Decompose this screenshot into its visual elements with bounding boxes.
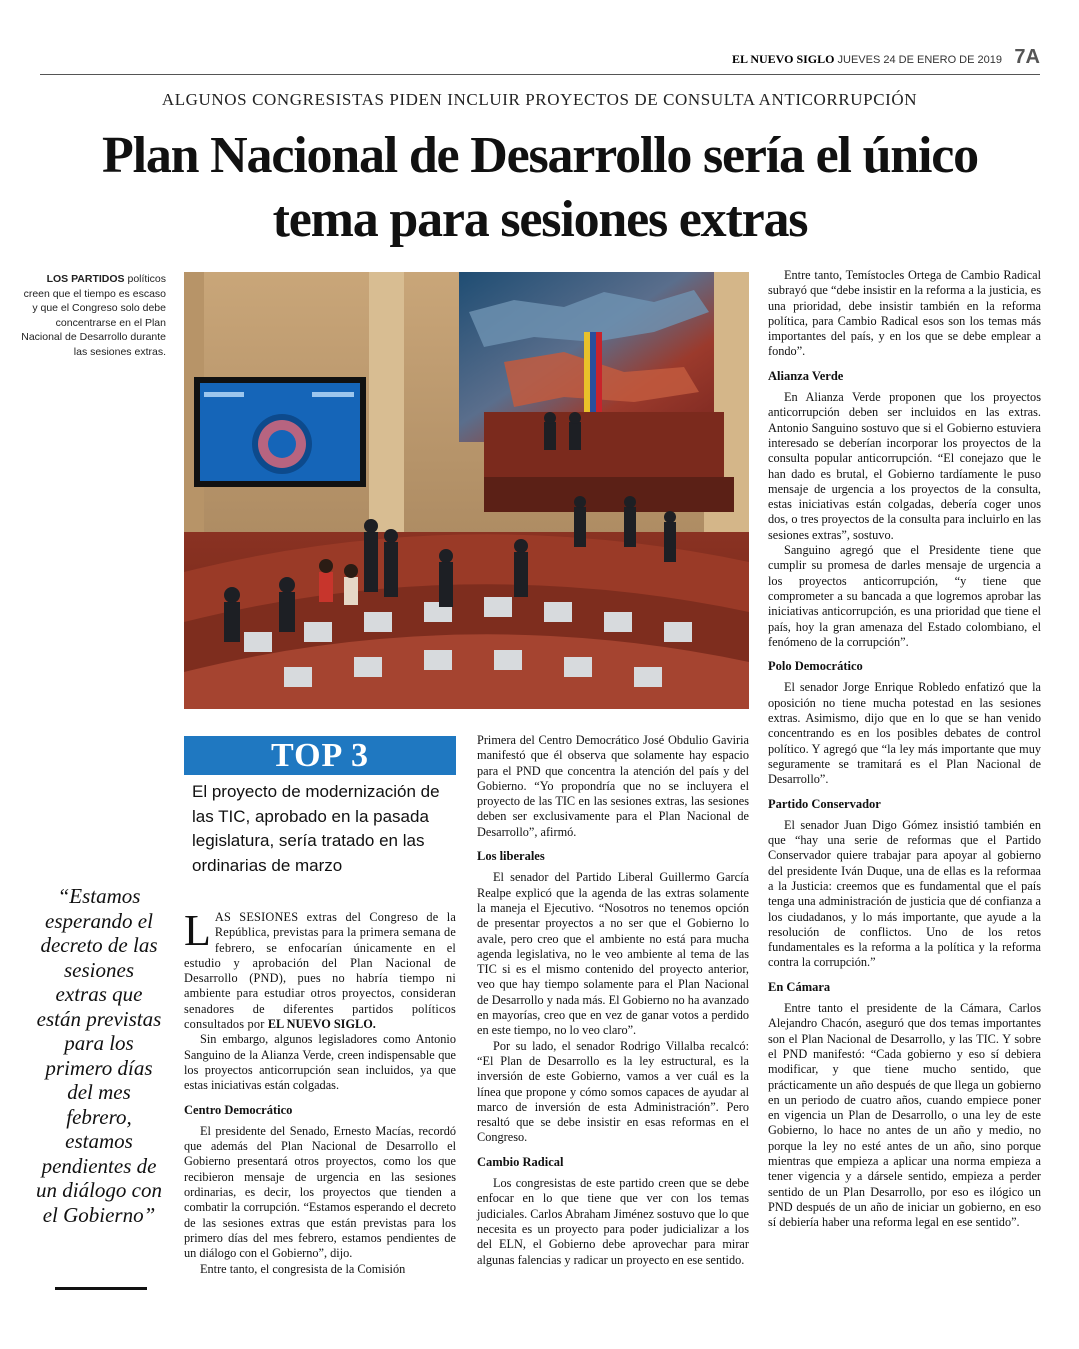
headline-line-1: Plan Nacional de Desarrollo sería el único (102, 127, 978, 184)
paragraph: Entre tanto el presidente de la Cámara, Carlos Alejandro Chacón, aseguró que dos temas importantes son el Plan Nacional de Desarrollo, y las TIC. Y sobre el PND manifestó: “Cada gobierno y eso sí debiera modificar, y que tiene mucho sentido, que prácticamente un año después de que llega un gobierno en un periodo de cuatro años, cuando empiece poner en vigencia un Plan de Desarrollo, o una ley de este Gobierno, lo hace no antes de un año y medio, no porque la ley no esté antes de un año, sino porque mientras que empieza a aplicar una norma empieza a tener vigencia y a dársele sentido, empieza a perder sentido de un Plan Desarrollo, por eso es ilógico un PND después de un año de iniciar un gobierno, en eso sí debiería haber una reforma legal en ese sentido”. (768, 1001, 1041, 1230)
paragraph: El senador Juan Digo Gómez insistió también en que “hay una serie de reformas que el Partido Conservador quiere trabajar para apoyar al gobierno del presidente Iván Duque, una de ellas es la reformaa a la Justicia: creemos que es fundamental que el país tenga una administración de justicia que dé confianza a los ciudadanos, y lo más importante, que ayude a la resolución de conflictos. Uno de los retos fundamentales es la reforma a la política y la reforma contra la corrupción.” (768, 817, 1041, 970)
caption-text: políticos creen que el tiempo es escaso y que el Congreso solo debe concentrarse en el Plan Nacional de Desarrollo durante las sesiones extras. (21, 273, 166, 358)
paragraph: El senador Jorge Enrique Robledo enfatizó que la oposición no tiene mucha potestad en las sesiones extras. Asimismo, dijo que en lo que se han venido concentrando es en los posibles debates de control político. Y agregó que “la ley más importante que muy seguramente se tramitará es el Plan Nacional de Desarrollo”. (768, 680, 1041, 787)
subhead-partido-conservador: Partido Conservador (768, 796, 881, 811)
photo-illustration (184, 272, 749, 709)
paragraph: Sin embargo, algunos legisladores como Antonio Sanguino de la Alianza Verde, creen indispensable que los proyectos anticorrupción sean incluidos, ya que estas iniciativas están colgadas. (184, 1032, 456, 1093)
paragraph: En Alianza Verde proponen que los proyectos anticorrupción deben ser incluidos en las extras. Antonio Sanguino sostuvo que si el Gobierno estuviera interesado se deberían incorporar los proyectos de la consulta popular anticorrupción. “El conejazo que le han dado es brutal, el Gobierno tardíamente le puso mensaje de urgencia a los proyectos de la consulta, estas iniciativas están colgadas, debería coger unos dos, o tres proyectos de la consulta para incluirlo en las sesiones extras”, sostuvo. (768, 390, 1041, 542)
header-meta (732, 52, 1002, 67)
headline-line-2: tema para sesiones extras (272, 191, 808, 248)
paragraph: Por su lado, el senador Rodrigo Villalba recalcó: “El Plan de Desarrollo es la ley estructural, es la inversión de este Gobierno, vamos a ver cuál es la línea que propone y cómo somos capaces de ayudar al marco de inversión de esta Administración”. Pero resaltó que se debe insistir en esas reformas en el Congreso. (477, 1038, 749, 1145)
subhead-alianza-verde: Alianza Verde (768, 368, 844, 383)
top3-label: TOP 3 (271, 737, 369, 774)
article-column-1 (184, 906, 456, 1277)
paragraph: El presidente del Senado, Ernesto Macías, recordó que además del Plan Nacional de Desarrollo el Gobierno presentará otros proyectos, como los que recibieron mensaje de urgencia en las sesiones ordinarias, es decir, los proyectos que tienden a combatir la corrupción. “Estamos esperando el decreto de las sesiones extras que están previstas para los primero días del mes febrero, estamos pendientes de un diálogo con el Gobierno”, dijo. (184, 1123, 456, 1261)
drop-cap: L (184, 906, 211, 955)
congress-chamber-photo (184, 272, 749, 709)
paragraph: Entre tanto, el congresista de la Comisión (200, 1261, 406, 1276)
top3-text: El proyecto de modernización de las TIC, aprobado en la pasada legislatura, sería tratado en las ordinarias de marzo (192, 782, 440, 875)
article-column-3 (768, 268, 1041, 1231)
publication-date: JUEVES 24 DE ENERO DE 2019 (837, 54, 1002, 66)
article-column-2 (477, 733, 749, 1268)
kicker: ALGUNOS CONGRESISTAS PIDEN INCLUIR PROYECTOS DE CONSULTA ANTICORRUPCIÓN (161, 90, 918, 109)
lead-text: AS SESIONES extras del Congreso de la República, previstas para la primera semana de febrero, se enfocarían únicamente en el estudio y aprobación del Plan Nacional de Desarrollo (PND), pues no habría tiempo ni ambiente para estudiar otros proyectos, consideran senadores de diferentes partidos políticos consultados por (184, 910, 456, 1032)
pull-quote: “Estamos esperando el decreto de las sesiones extras que están previstas para los primero días del mes febrero, estamos pendientes de un diálogo con el Gobierno” (36, 884, 162, 1227)
paragraph: El senador del Partido Liberal Guillermo García Realpe explicó que la agenda de las extras solamente la maneja el Ejecutivo. “Nosotros no tenemos opción de presentar proyectos a no ser que el Gobierno lo avale, pero creo que el ambiente no está para mucha agenda legislativa, no le veo ambiente al tema de las TIC si es el mismo contenido del proyecto anterior, veo que hay tiempo solamente para el Plan Nacional de Desarrollo y nada más. El Gobierno no ha avanzado en mayorías, creo que en vez de ganar votos a perdido en este tiempo, no lo veo claro”. (477, 870, 749, 1038)
top3-banner (184, 736, 456, 775)
subhead-centro-democratico: Centro Democrático (184, 1102, 293, 1117)
pull-quote-rule (55, 1287, 147, 1290)
lead-paragraph (184, 906, 456, 1032)
page-number: 7A (1014, 46, 1040, 68)
publication-name: EL NUEVO SIGLO (732, 52, 835, 66)
page-header (40, 48, 1040, 75)
subhead-los-liberales: Los liberales (477, 849, 545, 864)
lead-bold: EL NUEVO SIGLO. (267, 1017, 376, 1032)
subhead-cambio-radical: Cambio Radical (477, 1154, 564, 1169)
subhead-en-camara: En Cámara (768, 979, 831, 994)
caption-lead: LOS PARTIDOS (46, 273, 125, 285)
subhead-polo-democratico: Polo Democrático (768, 659, 863, 674)
paragraph: Los congresistas de este partido creen que se debe enfocar en lo que tiene que ver con los temas judiciales. Carlos Abraham Jiménez sostuvo que lo que necesita es un proyecto para poder judicializar a los del ELN, el Gobierno debe aprovechar para mirar algunas falencias y radicar un proyecto en ese sentido. (477, 1176, 749, 1267)
headline (20, 124, 1060, 252)
paragraph: Entre tanto, Temístocles Ortega de Cambio Radical subrayó que “debe insistir en la reforma a la justicia, es una prioridad, debe insistir también en la reforma política, para Cambio Radical esos son los temas más importantes del país, y en los que se debe emplear a fondo”. (768, 268, 1041, 359)
paragraph: Primera del Centro Democrático José Obdulio Gaviria manifestó que él observa que solamente hay espacio para el PND que concentra la atención del país y del Gobierno. “Yo propondría que no se incluyera el proyecto de las TIC en las sesiones extras, las sesiones deben ser exclusivamente para el Plan Nacional de Desarrollo”, afirmó. (477, 733, 749, 839)
photo-caption (20, 272, 166, 359)
paragraph: Sanguino agregó que el Presidente tiene que cumplir su promesa de darles mensaje de urgencia a los proyectos anticorrupción, “y tiene que comprometer a su bancada a que logremos aprobar las iniciativas anticorrupción, es una prioridad que tiene el país, hoy la gran amenaza del Estado colombiano, el fenómeno de la corrupción”. (768, 543, 1041, 649)
